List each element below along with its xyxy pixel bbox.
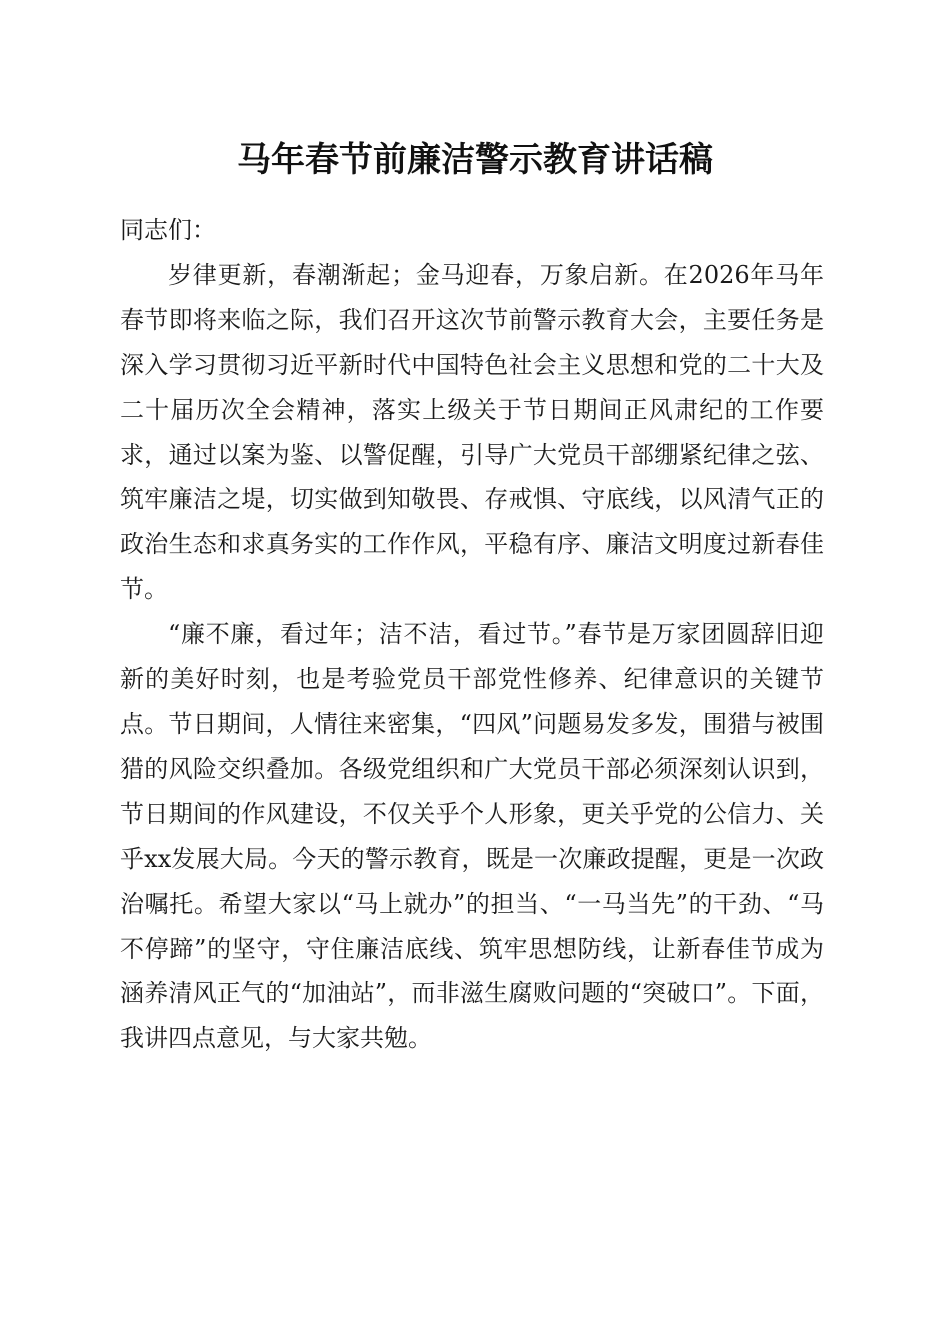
paragraph-festival-warning: “廉不廉，看过年；洁不洁，看过节。”春节是万家团圆辞旧迎新的美好时刻，也是考验党员干部党性修养、纪律意识的关键节点。节日期间，人情往来密集，“四风”问题易发多发，围猎与被围猎的风险交织叠加。各级党组织和广大党员干部必须深刻认识到，节日期间的作风建设，不仅关乎个人形象，更关乎党的公信力、关乎xx发展大局。今天的警示教育，既是一次廉政提醒，更是一次政治嘱托。希望大家以“马上就办”的担当、“一马当先”的干劲、“马不停蹄”的坚守，守住廉洁底线、筑牢思想防线，让新春佳节成为涵养清风正气的“加油站”，而非滋生腐败问题的“突破口”。下面，我讲四点意见，与大家共勉。	[120, 620, 824, 1053]
document-title: 马年春节前廉洁警示教育讲话稿	[237, 140, 713, 180]
salutation: 同志们：	[120, 216, 216, 244]
document-body	[120, 208, 824, 1061]
paragraph-opening: 岁律更新，春潮渐起；金马迎春，万象启新。在2026年马年春节即将来临之际，我们召开这次节前警示教育大会，主要任务是深入学习贯彻习近平新时代中国特色社会主义思想和党的二十大及二十届历次全会精神，落实上级关于节日期间正风肃纪的工作要求，通过以案为鉴、以警促醒，引导广大党员干部绷紧纪律之弦、筑牢廉洁之堤，切实做到知敬畏、存戒惧、守底线，以风清气正的政治生态和求真务实的工作作风，平稳有序、廉洁文明度过新春佳节。	[120, 260, 824, 604]
